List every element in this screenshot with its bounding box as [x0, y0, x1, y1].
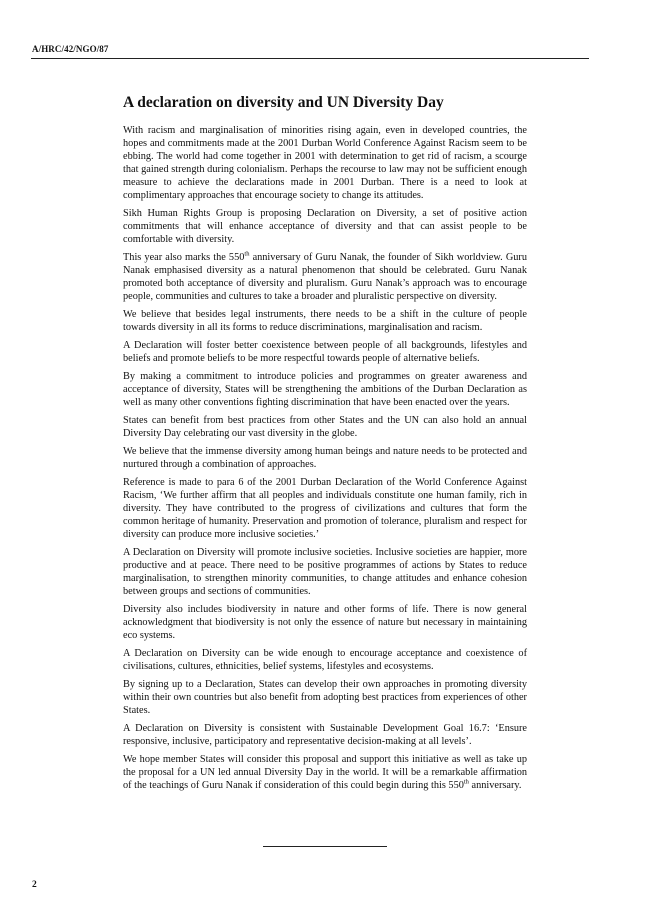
paragraph-7: States can benefit from best practices from other States and the UN can also hold an annual Diversity Day celebrating our vast diversity in the globe.	[123, 415, 527, 439]
paragraph-9: Reference is made to para 6 of the 2001 Durban Declaration of the World Conference Against Racism, ‘We further affirm that all peoples and individuals constitute one human family, rich in diversity. They have contributed to the progress of civilizations and cultures that form the common heritage of humanity. Preservation and promotion of tolerance, pluralism and respect for diversity can produce more inclusive societies.’	[123, 477, 527, 540]
ordinal-suffix: th	[463, 778, 469, 786]
paragraph-15-text-after: anniversary.	[468, 780, 522, 791]
paragraph-6: By making a commitment to introduce policies and programmes on greater awareness and acceptance of diversity, States will be strengthening the ambitions of the Durban Declaration as well as many other conventions fighting discrimination that have been enacted over the years.	[123, 371, 527, 408]
document-body	[123, 94, 527, 797]
paragraph-5: A Declaration will foster better coexistence between people of all backgrounds, lifestyles and beliefs and promote beliefs to be more respectful towards people of alternative beliefs.	[123, 340, 527, 364]
page-number: 2	[32, 880, 37, 890]
paragraph-3	[123, 251, 527, 303]
paragraph-15	[123, 753, 527, 792]
paragraph-13: By signing up to a Declaration, States can develop their own approaches in promoting diversity within their own countries but also benefit from adopting best practices from experiences of other States.	[123, 679, 527, 716]
end-of-document-rule	[263, 846, 387, 847]
paragraph-1: With racism and marginalisation of minorities rising again, even in developed countries, the hopes and commitments made at the 2001 Durban World Conference Against Racism seem to be ebbing. The world had come together in 2001 with determination to get rid of racism, a scourge that gained strength during colonialism. Perhaps the recourse to law may not be sufficient enough measure to achieve the declarations made in 2001 Durban. There is a need to look at complimentary approaches that encourage society to change its attitudes.	[123, 125, 527, 201]
paragraph-11: Diversity also includes biodiversity in nature and other forms of life. There is now general acknowledgment that biodiversity is not only the essence of nature but necessary in maintaining eco systems.	[123, 604, 527, 641]
paragraph-14: A Declaration on Diversity is consistent with Sustainable Development Goal 16.7: ‘Ensure responsive, inclusive, participatory and representative decision-making at all levels’.	[123, 723, 527, 747]
paragraph-4: We believe that besides legal instruments, there needs to be a shift in the culture of people towards diversity in all its forms to reduce discriminations, marginalisation and racism.	[123, 309, 527, 333]
ordinal-suffix: th	[244, 250, 250, 258]
paragraph-3-text-after: anniversary of Guru Nanak, the founder of Sikh worldview. Guru Nanak emphasised diversity as a natural phenomenon that should be celebrated. Guru Nanak promoted both acceptance of diversity and pluralism. Guru Nanak’s approach was to encourage people, communities and cultures to take a broader and pluralistic perspective on diversity.	[123, 252, 527, 302]
paragraph-15-text-before: We hope member States will consider this proposal and support this initiative as well as take up the proposal for a UN led annual Diversity Day in the world. It will be a remarkable affirmation of the teachings of Guru Nanak if consideration of this could begin during this 550	[123, 754, 527, 791]
paragraph-2: Sikh Human Rights Group is proposing Declaration on Diversity, a set of positive action commitments that will enhance acceptance of diversity and that can assist people to be comfortable with diversity.	[123, 208, 527, 245]
paragraph-10: A Declaration on Diversity will promote inclusive societies. Inclusive societies are happier, more productive and at peace. There need to be positive programmes of actions by States to reduce marginalisation, to strengthen minority communities, to change attitudes and enhance cohesion between groups and sections of communities.	[123, 547, 527, 597]
document-symbol: A/HRC/42/NGO/87	[32, 44, 109, 54]
paragraph-3-text-before: This year also marks the 550	[123, 252, 245, 263]
document-title: A declaration on diversity and UN Diversity Day	[123, 94, 444, 111]
header-rule	[31, 58, 589, 59]
paragraph-8: We believe that the immense diversity among human beings and nature needs to be protected and nurtured through a combination of approaches.	[123, 446, 527, 470]
paragraph-12: A Declaration on Diversity can be wide enough to encourage acceptance and coexistence of civilisations, cultures, ethnicities, belief systems, lifestyles and ecosystems.	[123, 648, 527, 672]
